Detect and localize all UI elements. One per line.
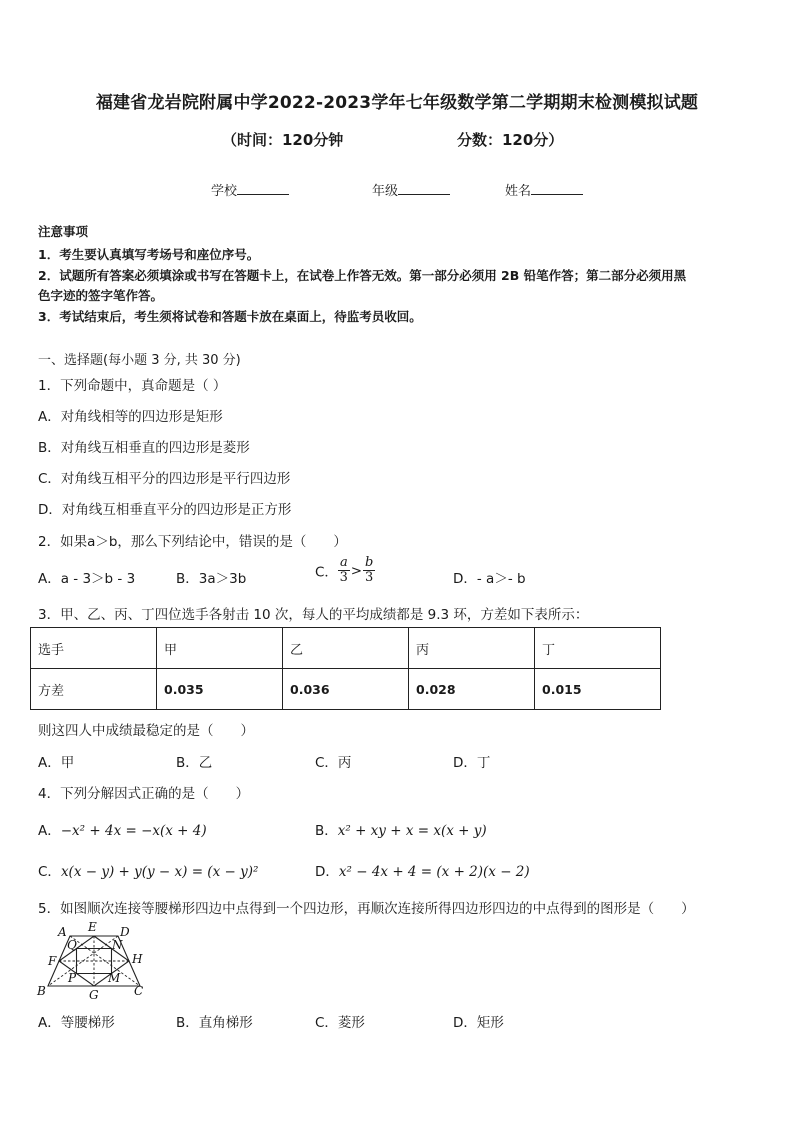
table-cell: 选手 <box>31 628 157 669</box>
table-cell: 方差 <box>31 669 157 710</box>
note-item: 3．考试结束后，考生须将试卷和答题卡放在桌面上，待监考员收回。 <box>38 309 422 324</box>
q4-c-label: C． <box>38 864 61 880</box>
q2-option-c[interactable] <box>315 556 375 585</box>
label-e: E <box>88 920 97 934</box>
q1-option-b[interactable]: B．对角线互相垂直的四边形是菱形 <box>38 440 250 456</box>
label-c: C <box>134 984 144 998</box>
table-cell: 甲 <box>157 628 283 669</box>
question-4-stem: 4．下列分解因式正确的是（ ） <box>38 786 250 802</box>
q4-b-label: B． <box>315 823 338 839</box>
label-n: N <box>112 938 123 952</box>
trapezoid-figure <box>34 920 154 1002</box>
label-d: D <box>120 925 130 939</box>
q4-c-expression: x(x − y) + y(y − x) = (x − y)² <box>60 864 259 880</box>
fraction-b-over-3: $\frac{b}{3}$ <box>365 555 374 585</box>
q1-option-c[interactable]: C．对角线互相平分的四边形是平行四边形 <box>38 471 291 487</box>
label-q: Q <box>67 938 77 952</box>
q4-d-label: D． <box>315 864 339 880</box>
name-field <box>505 180 583 199</box>
question-5-stem: 5．如图顺次连接等腰梯形四边中点得到一个四边形，再顺次连接所得四边形四边的中点得到的图形是（ ） <box>38 901 695 917</box>
label-a: A <box>58 925 67 939</box>
label-b: B <box>37 984 46 998</box>
q4-option-d[interactable] <box>315 860 530 880</box>
table-cell: 丁 <box>535 628 661 669</box>
exam-score: 分数：120分） <box>457 131 564 149</box>
label-m: M <box>108 971 121 985</box>
question-2-stem: 2．如果a＞b，那么下列结论中，错误的是（ ） <box>38 534 347 550</box>
note-item: 2．试题所有答案必须填涂或书写在答题卡上，在试卷上作答无效。第一部分必须用 2B 铅笔作答；第二部分必须用黑 <box>38 268 687 283</box>
table-row <box>31 669 661 710</box>
section-heading: 一、选择题(每小题 3 分, 共 30 分) <box>38 353 241 368</box>
q5-option-b[interactable]: B．直角梯形 <box>176 1015 253 1031</box>
q4-b-expression: x² + xy + x = x(x + y) <box>337 823 487 839</box>
question-3-stem: 3．甲、乙、丙、丁四位选手各射击 10 次，每人的平均成绩都是 9.3 环，方差如下表所示： <box>38 607 589 623</box>
notes-heading: 注意事项 <box>38 224 89 239</box>
q1-option-a[interactable]: A．对角线相等的四边形是矩形 <box>38 409 223 425</box>
name-blank[interactable] <box>531 182 583 195</box>
q4-option-a[interactable] <box>38 819 207 839</box>
q4-option-b[interactable] <box>315 819 487 839</box>
fraction-a-over-3: $\frac{a}{3}$ <box>339 555 348 585</box>
table-header-row <box>31 628 661 669</box>
greater-than-sign: > <box>350 562 363 579</box>
note-item: 色字迹的签字笔作答。 <box>38 288 164 303</box>
note-item: 1．考生要认真填写考场号和座位序号。 <box>38 247 260 262</box>
school-field <box>211 180 289 199</box>
table-cell: 0.036 <box>283 669 409 710</box>
q2-option-b[interactable]: B．3a＞3b <box>176 571 247 587</box>
label-f: F <box>48 954 57 968</box>
q5-option-d[interactable]: D．矩形 <box>453 1015 504 1031</box>
q2-option-a[interactable]: A．a - 3＞b - 3 <box>38 571 136 587</box>
q3-option-d[interactable]: D．丁 <box>453 755 491 771</box>
q3-option-a[interactable]: A．甲 <box>38 755 75 771</box>
school-blank[interactable] <box>237 182 289 195</box>
table-cell: 乙 <box>283 628 409 669</box>
q2-option-d[interactable]: D．- a＞- b <box>453 571 526 587</box>
table-cell: 0.035 <box>157 669 283 710</box>
exam-title: 福建省龙岩院附属中学2022-2023学年七年级数学第二学期期末检测模拟试题 <box>95 93 699 113</box>
grade-blank[interactable] <box>398 182 450 195</box>
q4-a-label: A． <box>38 823 61 839</box>
q3-option-c[interactable]: C．丙 <box>315 755 352 771</box>
table-cell: 0.028 <box>409 669 535 710</box>
table-cell: 丙 <box>409 628 535 669</box>
table-cell: 0.015 <box>535 669 661 710</box>
question-3-followup: 则这四人中成绩最稳定的是（ ） <box>38 723 254 739</box>
q5-option-a[interactable]: A．等腰梯形 <box>38 1015 115 1031</box>
name-label: 姓名 <box>505 184 532 199</box>
q3-option-b[interactable]: B．乙 <box>176 755 213 771</box>
label-g: G <box>89 988 99 1002</box>
variance-table <box>30 627 661 710</box>
q1-option-d[interactable]: D．对角线互相垂直平分的四边形是正方形 <box>38 502 292 518</box>
school-label: 学校 <box>211 184 238 199</box>
grade-label: 年级 <box>372 184 399 199</box>
label-p: P <box>68 971 77 985</box>
exam-time: （时间：120分钟 <box>222 131 344 149</box>
q4-d-expression: x² − 4x + 4 = (x + 2)(x − 2) <box>338 864 530 880</box>
grade-field <box>372 180 450 199</box>
q4-a-expression: −x² + 4x = −x(x + 4) <box>60 823 207 839</box>
label-h: H <box>132 952 143 966</box>
q4-option-c[interactable] <box>38 860 258 880</box>
q2-c-label: C． <box>315 564 338 581</box>
q5-option-c[interactable]: C．菱形 <box>315 1015 365 1031</box>
question-1-stem: 1．下列命题中，真命题是（ ） <box>38 378 227 394</box>
